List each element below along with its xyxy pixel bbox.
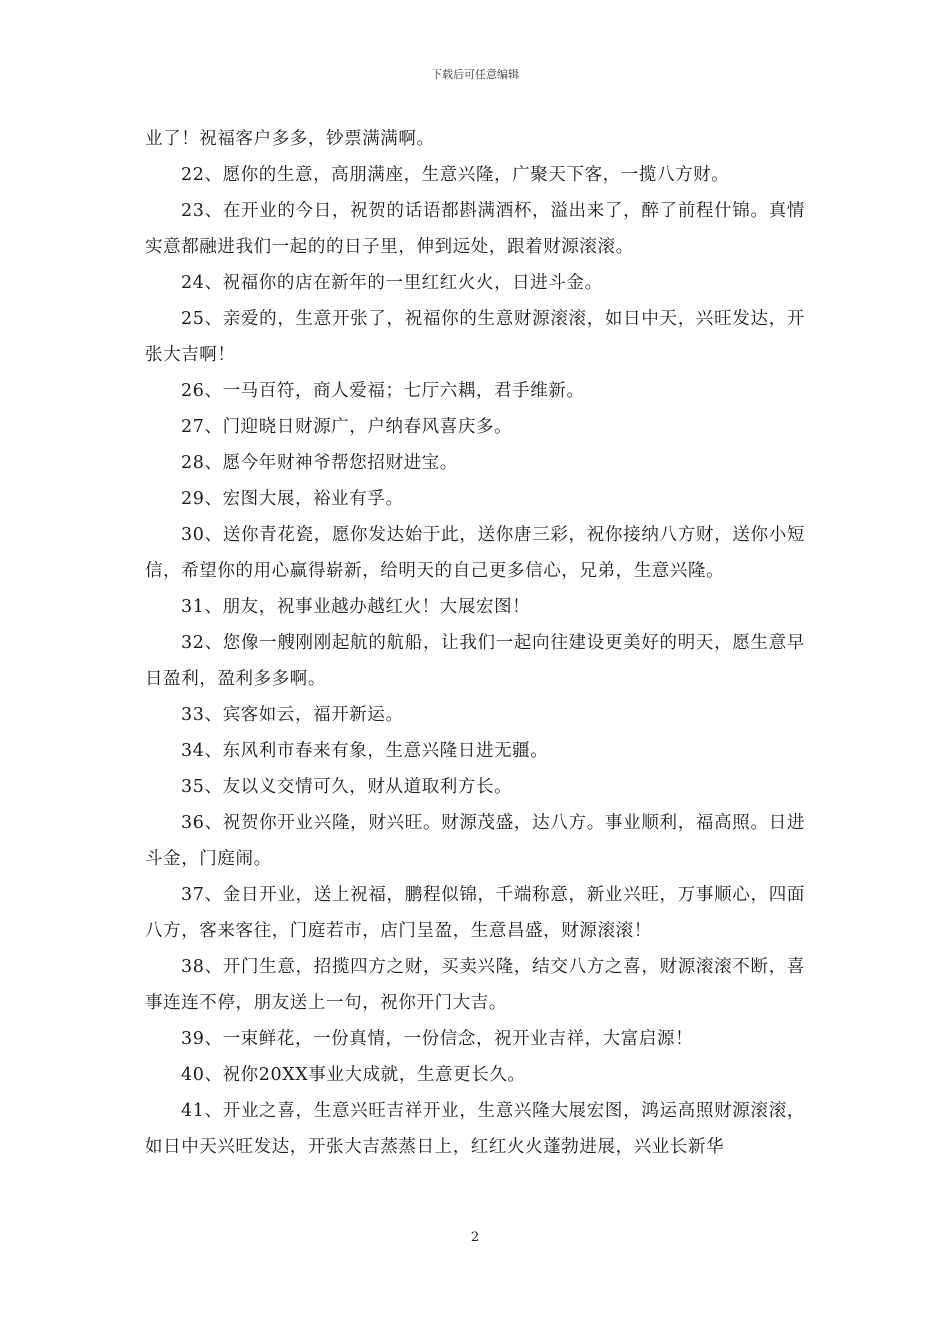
- paragraph-28: 28、愿今年财神爷帮您招财进宝。: [181, 453, 458, 473]
- paragraph-40: 40、祝你20XX事业大成就，生意更长久。: [181, 1065, 526, 1085]
- paragraph-31: 31、朋友，祝事业越办越红火！大展宏图！: [181, 597, 531, 617]
- paragraph-39: 39、一束鲜花，一份真情，一份信念，祝开业吉祥，大富启源！: [181, 1029, 694, 1049]
- paragraph-27: 27、门迎晓日财源广，户纳春风喜庆多。: [181, 417, 513, 437]
- paragraph-23: 23、在开业的今日，祝贺的话语都斟满酒杯，溢出来了，醉了前程什锦。真情实意都融进我们一起的的日子里，伸到远处，跟着财源滚滚。: [145, 201, 805, 257]
- paragraph-26: 26、一马百符，商人爱福；七厅六耦，君手维新。: [181, 381, 585, 401]
- paragraph-33: 33、宾客如云，福开新运。: [181, 705, 404, 725]
- page-number: 2: [470, 1230, 480, 1245]
- paragraph-34: 34、东风利市春来有象，生意兴隆日进无疆。: [181, 741, 549, 761]
- paragraph-24: 24、祝福你的店在新年的一里红红火火，日进斗金。: [181, 273, 603, 293]
- paragraph-22: 22、愿你的生意，高朋满座，生意兴隆，广聚天下客，一揽八方财。: [181, 165, 730, 185]
- page-header: 下载后可任意编辑: [431, 68, 519, 81]
- paragraph-30: 30、送你青花瓷，愿你发达始于此，送你唐三彩，祝你接纳八方财，送你小短信，希望你的用心赢得崭新，给明天的自己更多信心，兄弟，生意兴隆。: [145, 525, 805, 581]
- paragraph-36: 36、祝贺你开业兴隆，财兴旺。财源茂盛，达八方。事业顺利，福高照。日进斗金，门庭闹。: [145, 813, 805, 869]
- document-body: [145, 121, 805, 1165]
- paragraph-29: 29、宏图大展，裕业有孚。: [181, 489, 404, 509]
- paragraph-37: 37、金日开业，送上祝福，鹏程似锦，千端称意，新业兴旺，万事顺心，四面八方，客来客往，门庭若市，店门呈盈，生意昌盛，财源滚滚！: [145, 885, 805, 941]
- paragraph-38: 38、开门生意，招揽四方之财，买卖兴隆，结交八方之喜，财源滚滚不断，喜事连连不停，朋友送上一句，祝你开门大吉。: [145, 957, 805, 1013]
- paragraph-32: 32、您像一艘刚刚起航的航船，让我们一起向往建设更美好的明天，愿生意早日盈利，盈利多多啊。: [145, 633, 805, 689]
- paragraph-25: 25、亲爱的，生意开张了，祝福你的生意财源滚滚，如日中天，兴旺发达，开张大吉啊！: [145, 309, 805, 365]
- paragraph-continuation: 业了！祝福客户多多，钞票满满啊。: [145, 129, 435, 149]
- paragraph-35: 35、友以义交情可久，财从道取利方长。: [181, 777, 513, 797]
- paragraph-41: 41、开业之喜，生意兴旺吉祥开业，生意兴隆大展宏图，鸿运高照财源滚滚，如日中天兴旺发达，开张大吉蒸蒸日上，红红火火蓬勃进展，兴业长新华: [145, 1101, 805, 1157]
